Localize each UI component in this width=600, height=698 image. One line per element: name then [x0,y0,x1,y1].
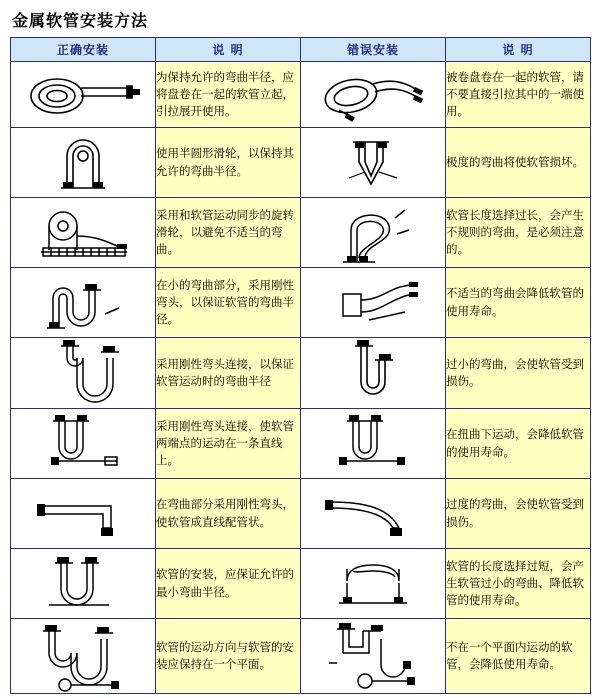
row-correct-note: 采用刚性弯头连接，以保证软管运动时的弯曲半径 [156,338,301,409]
improper-bend-block-icon [301,268,446,338]
table-row [11,549,591,619]
out-of-plane-motion-icon [301,619,446,694]
row-wrong-note: 过小的弯曲，会使软管受到损伤。 [446,338,591,409]
row-correct-note: 在弯曲部分采用刚性弯头，使软管成直线配管状。 [156,479,301,549]
twisted-u-bend-icon [301,409,446,479]
table-row [11,338,591,409]
tight-u-bend-icon [301,338,446,409]
rigid-elbow-straight-line-icon [11,409,156,479]
long-loop-hose-icon [301,198,446,268]
row-wrong-note: 极度的弯曲将使软管损坏。 [446,128,591,198]
row-wrong-note: 软管的长度选择过短，会产生软管过小的弯曲、降低软管的使用寿命。 [446,549,591,619]
same-plane-motion-icon [11,619,156,694]
rotating-pulley-chain-icon [11,198,156,268]
row-correct-note: 在小的弯曲部分，采用刚性弯头，以保证软管的弯曲半径。 [156,268,301,338]
header-correct-note: 说 明 [156,38,301,62]
hose-installation-table [10,37,591,694]
row-correct-note: 为保持允许的弯曲半径，应将盘卷在一起的软管立起，引拉展开使用。 [156,62,301,128]
straight-pipe-elbow-icon [11,479,156,549]
row-correct-note: 采用刚性弯头连接，使软管两端点的运动在一条直线上。 [156,409,301,479]
table-header-row [11,38,591,62]
row-correct-note: 软管的安装，应保证允许的最小弯曲半径。 [156,549,301,619]
row-wrong-note: 过度的弯曲，会使软管受到损伤。 [446,479,591,549]
row-wrong-note: 软管长度选择过长，会产生不规则的弯曲，是必须注意的。 [446,198,591,268]
min-bend-radius-u-icon [11,549,156,619]
row-correct-note: 使用半圆形滑轮，以保持其允许的弯曲半径。 [156,128,301,198]
header-wrong-install: 错误安装 [301,38,446,62]
over-bend-thin-icon [301,479,446,549]
table-row [11,409,591,479]
sharp-bend-v-icon [301,128,446,198]
table-row [11,479,591,549]
half-round-pulley-icon [11,128,156,198]
row-correct-note: 采用和软管运动同步的旋转滑轮，以避免不适当的弯曲。 [156,198,301,268]
table-row [11,198,591,268]
row-wrong-note: 不在一个平面内运动的软管，会降低使用寿命。 [446,619,591,694]
rigid-elbow-u-loop-icon [11,338,156,409]
header-wrong-note: 说 明 [446,38,591,62]
page-title: 金属软管安装方法 [12,11,149,30]
row-wrong-note: 在扭曲下运动，会降低软管的使用寿命。 [446,409,591,479]
header-correct-install: 正确安装 [11,38,156,62]
rigid-elbow-small-bend-icon [11,268,156,338]
coiled-hose-flat-icon [11,62,156,128]
coiled-hose-pulled-icon [301,62,446,128]
table-row [11,268,591,338]
row-correct-note: 软管的运动方向与软管的安装应保持在一个平面。 [156,619,301,694]
row-wrong-note: 被卷盘卷在一起的软管，请不要直接引拉其中的一端使用。 [446,62,591,128]
table-row [11,128,591,198]
table-row [11,619,591,694]
long-hose-square-loop-icon [301,549,446,619]
row-wrong-note: 不适当的弯曲会降低软管的使用寿命。 [446,268,591,338]
table-row [11,62,591,128]
